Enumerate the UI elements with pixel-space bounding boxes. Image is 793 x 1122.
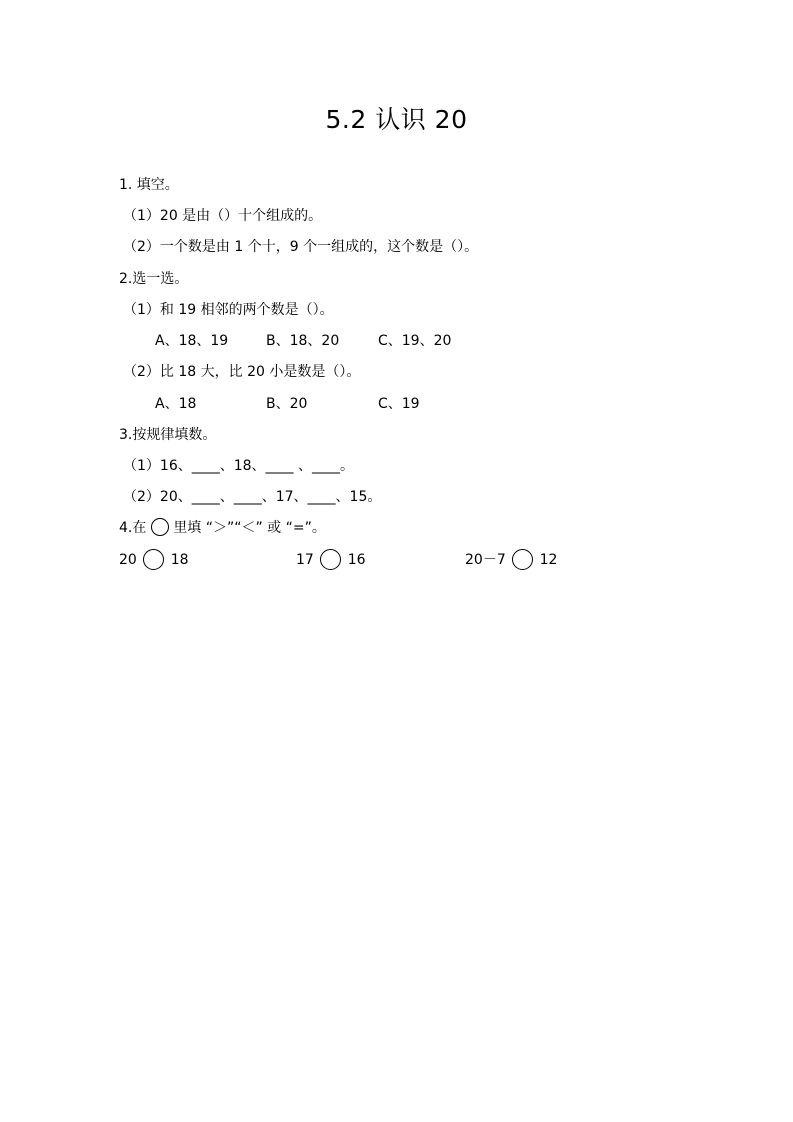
q2-sub1-text: （1）和 19 相邻的两个数是（）。: [123, 302, 334, 318]
q4-suffix: 里填 “＞”“＜” 或 “=”。: [173, 520, 326, 536]
q3-heading: 3.按规律填数。: [119, 427, 217, 443]
q2-sub2-text: （2）比 18 大，比 20 小是数是（）。: [123, 364, 361, 380]
comparison-2: [296, 549, 366, 570]
comparison-right: 16: [347, 552, 366, 568]
comparison-right: 18: [170, 552, 189, 568]
q2-sub1-option-b: B、18、20: [266, 333, 340, 349]
q1-item-1: （1）20 是由（）十个组成的。: [123, 208, 323, 224]
q2-sub1-option-c: C、19、20: [378, 333, 452, 349]
comparison-1: [119, 549, 189, 570]
q3-item-1: （1）16、____、18、____ 、____。: [123, 458, 354, 474]
q4-heading: [119, 518, 326, 537]
q4-prefix: 4.在: [119, 520, 147, 536]
comparison-3: [465, 549, 557, 570]
circle-icon: [151, 518, 169, 536]
comparison-left: 20－7: [465, 552, 506, 568]
answer-circle[interactable]: [320, 549, 341, 570]
comparison-left: 20: [119, 552, 137, 568]
q1-item-2: （2）一个数是由 1 个十，9 个一组成的，这个数是（）。: [123, 239, 479, 255]
answer-circle[interactable]: [512, 549, 533, 570]
q2-sub2-option-a: A、18: [155, 396, 197, 412]
page-title: 5.2 认识 20: [325, 105, 468, 134]
q2-sub2-option-b: B、20: [266, 396, 308, 412]
answer-circle[interactable]: [143, 549, 164, 570]
q1-heading: 1. 填空。: [119, 177, 179, 193]
q2-sub1-option-a: A、18、19: [155, 333, 229, 349]
comparison-right: 12: [539, 552, 558, 568]
comparison-left: 17: [296, 552, 314, 568]
q3-item-2: （2）20、____、____、17、____、15。: [123, 489, 382, 505]
q2-heading: 2.选一选。: [119, 271, 189, 287]
q2-sub2-option-c: C、19: [378, 396, 420, 412]
